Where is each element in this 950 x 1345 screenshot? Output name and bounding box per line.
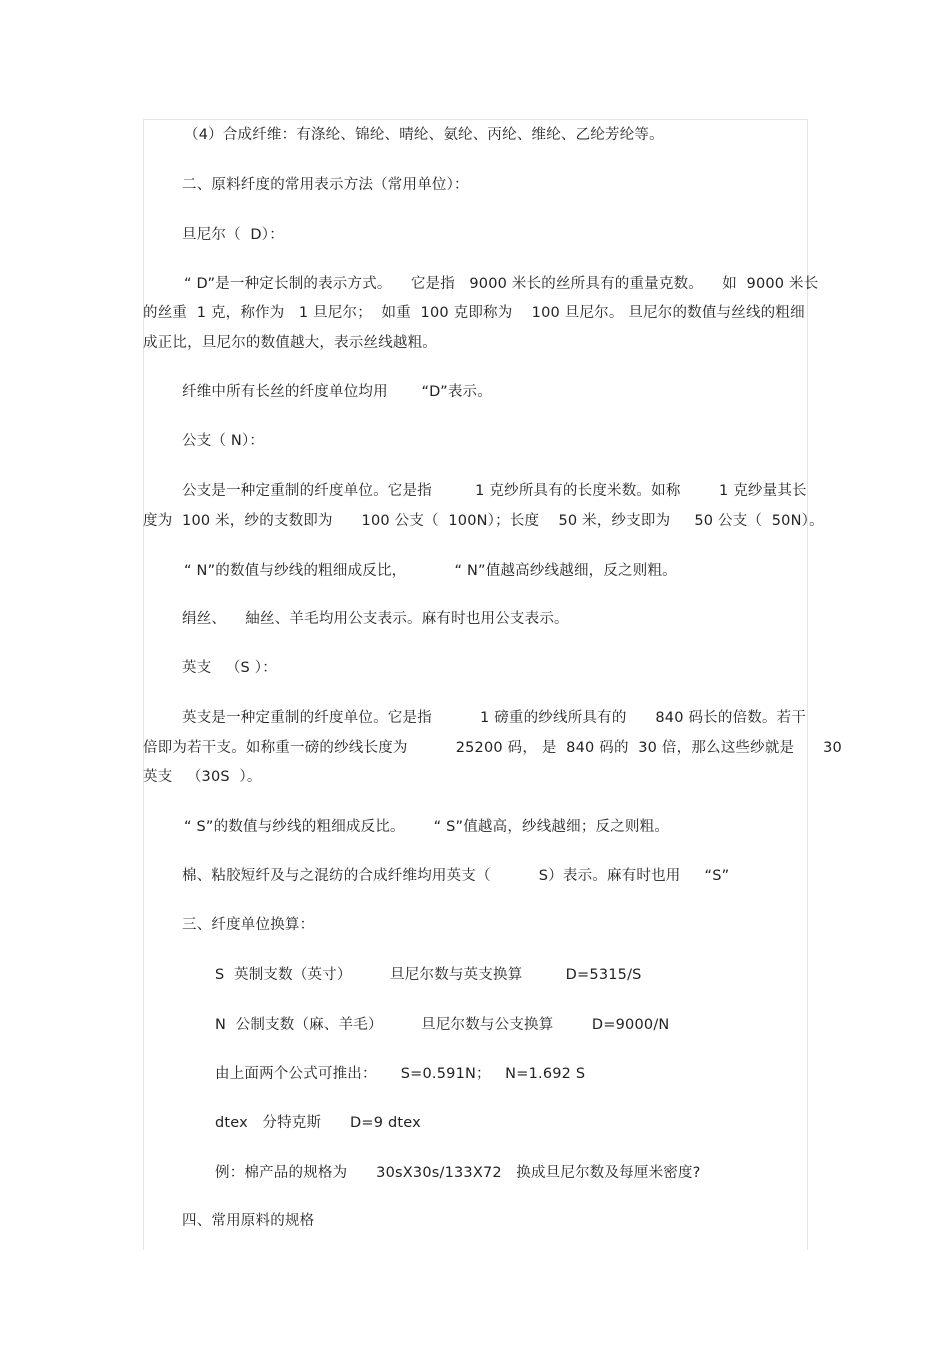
heading-metric-count: 公支（ N）： <box>182 433 265 449</box>
formula-dtex: dtex 分特克斯 D=9 dtex <box>215 1115 421 1131</box>
paragraph-english-line-3: 英支 （30S ）。 <box>143 769 262 785</box>
paragraph-english-relation: “ S”的数值与纱线的粗细成反比。 “ S”值越高，纱线越细；反之则粗。 <box>184 819 670 835</box>
formula-english-to-denier: S 英制支数（英寸） 旦尼尔数与英支换算 D=5315/S <box>215 967 642 983</box>
paragraph-synthetic-fibers: （4）合成纤维：有涤纶、锦纶、晴纶、氨纶、丙纶、维纶、乙纶芳纶等。 <box>184 127 664 143</box>
heading-section-4: 四、常用原料的规格 <box>182 1213 315 1229</box>
heading-section-3: 三、纤度单位换算： <box>182 917 315 933</box>
paragraph-metric-usage: 绢丝、 紬丝、羊毛均用公支表示。麻有时也用公支表示。 <box>182 611 569 627</box>
paragraph-denier-line-2: 的丝重 1 克，称作为 1 旦尼尔； 如重 100 克即称为 100 旦尼尔。 旦尼尔的数值与丝线的粗细 <box>143 305 805 321</box>
paragraph-metric-relation: “ N”的数值与纱线的粗细成反比， “ N”值越高纱线越细，反之则粗。 <box>184 563 677 579</box>
paragraph-english-usage: 棉、粘胶短纤及与之混纺的合成纤维均用英支（ S）表示。麻有时也用 “S” <box>182 868 730 884</box>
paragraph-filament-unit: 纤维中所有长丝的纤度单位均用 “D”表示。 <box>182 384 492 400</box>
example-cotton-spec: 例：棉产品的规格为 30sX30s/133X72 换成旦尼尔数及每厘米密度? <box>215 1165 701 1181</box>
paragraph-english-line-2: 倍即为若干支。如称重一磅的纱线长度为 25200 码， 是 840 码的 30 倍，那么这些纱就是 30 <box>143 740 842 756</box>
paragraph-denier-line-3: 成正比，旦尼尔的数值越大，表示丝线越粗。 <box>143 335 437 351</box>
paragraph-denier-line-1: “ D”是一种定长制的表示方式。 它是指 9000 米长的丝所具有的重量克数。 如 9000 米长 <box>184 276 819 292</box>
heading-section-2: 二、原料纤度的常用表示方法（常用单位）： <box>182 177 469 193</box>
paragraph-metric-line-2: 度为 100 米，纱的支数即为 100 公支（ 100N）；长度 50 米，纱支即为 50 公支（ 50N）。 <box>143 513 824 529</box>
paragraph-metric-line-1: 公支是一种定重制的纤度单位。它是指 1 克纱所具有的长度米数。如称 1 克纱量其长 <box>182 483 807 499</box>
heading-english-count: 英支 （S ）： <box>182 660 277 676</box>
formula-derived: 由上面两个公式可推出： S=0.591N； N=1.692 S <box>215 1066 586 1082</box>
paragraph-english-line-1: 英支是一种定重制的纤度单位。它是指 1 磅重的纱线所具有的 840 码长的倍数。若干 <box>182 710 807 726</box>
formula-metric-to-denier: N 公制支数（麻、羊毛） 旦尼尔数与公支换算 D=9000/N <box>215 1017 670 1033</box>
heading-denier: 旦尼尔（ D）： <box>182 227 284 243</box>
